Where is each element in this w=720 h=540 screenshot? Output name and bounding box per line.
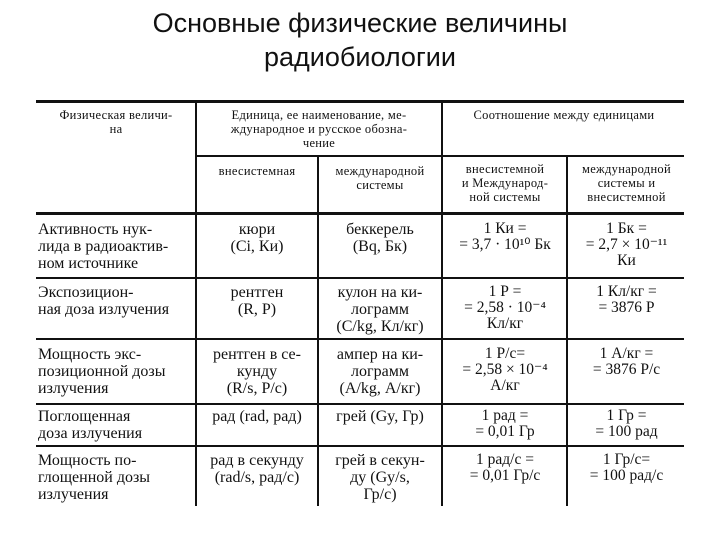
table-row-4-relation-2: 1 Гр = = 100 рад: [595, 407, 658, 440]
header-quantity: Физическая величи- на: [59, 108, 173, 136]
table-row-2-offsystem: рентген (R, Р): [230, 284, 284, 318]
table-row-2-relation-1: 1 Р = = 2,58 · 10⁻⁴ Кл/кг: [464, 283, 546, 332]
table-row-1-si: беккерель (Bq, Бк): [346, 221, 414, 255]
table-row-5-offsystem: рад в секунду (rad/s, рад/с): [210, 452, 304, 486]
table-row-4-relation-1: 1 рад = = 0,01 Гр: [475, 407, 535, 440]
table-col-rule-4: [566, 155, 568, 506]
table-row-2-quantity: Экспозицион- ная доза излучения: [38, 284, 170, 318]
table-col-rule-2: [317, 155, 319, 506]
table-row-1-relation-1: 1 Ки = = 3,7 · 10¹⁰ Бк: [459, 220, 551, 253]
table-row-3-offsystem: рентген в се- кунду (R/s, Р/с): [213, 346, 301, 397]
subheader-unit-si: международной системы: [335, 164, 425, 192]
table-row-3-relation-1: 1 Р/с= = 2,58 × 10⁻⁴ А/кг: [462, 345, 548, 394]
slide-title-line-2: радиобиологии: [264, 42, 456, 72]
table-col-rule-1: [195, 100, 197, 506]
table-row-5-relation-2: 1 Гр/с= = 100 рад/с: [589, 451, 664, 484]
subheader-unit-offsystem: внесистемная: [218, 164, 296, 178]
table-rule-header-sub: [196, 155, 684, 157]
table-row-1-relation-2: 1 Бк = = 2,7 × 10⁻¹¹ Ки: [585, 220, 668, 269]
table-row-3-quantity: Мощность экс- позиционной дозы излучения: [38, 346, 166, 397]
table-rule-row3: [36, 403, 684, 405]
slide-title-line-1: Основные физические величины: [152, 8, 568, 38]
table-rule-header-bottom: [36, 212, 684, 215]
table-row-4-si: грей (Gy, Гр): [336, 408, 424, 425]
table-row-2-si: кулон на ки- лограмм (C/kg, Кл/кг): [336, 284, 424, 335]
units-table: [36, 100, 684, 506]
header-relation: Соотношение между единицами: [473, 108, 655, 122]
table-row-5-relation-1: 1 рад/с = = 0,01 Гр/с: [469, 451, 541, 484]
table-row-5-si: грей в секун- ду (Gy/s, Гр/с): [335, 452, 425, 503]
header-unit: Единица, ее наименование, ме- ждународное и русское обозна- чение: [230, 108, 408, 150]
table-row-4-quantity: Поглощенная доза излучения: [38, 408, 143, 442]
subheader-relation-offsystem: внесистемной и Международ- ной системы: [461, 162, 549, 204]
subheader-relation-si: международной системы и внесистемной: [582, 162, 671, 204]
table-rule-row4: [36, 445, 684, 447]
table-row-3-si: ампер на ки- лограмм (A/kg, А/кг): [336, 346, 424, 397]
table-row-1-quantity: Активность нук- лида в радиоактив- ном источнике: [38, 221, 169, 272]
table-row-2-relation-2: 1 Кл/кг = = 3876 Р: [596, 283, 657, 316]
table-rule-row1: [36, 277, 684, 279]
table-row-5-quantity: Мощность по- глощенной дозы излучения: [38, 452, 151, 503]
table-rule-top: [36, 100, 684, 103]
table-rule-row2: [36, 338, 684, 340]
table-col-rule-3: [441, 100, 443, 506]
table-row-1-offsystem: кюри (Ci, Ки): [230, 221, 284, 255]
table-row-3-relation-2: 1 А/кг = = 3876 Р/с: [592, 345, 661, 378]
table-row-4-offsystem: рад (rad, рад): [212, 408, 302, 425]
